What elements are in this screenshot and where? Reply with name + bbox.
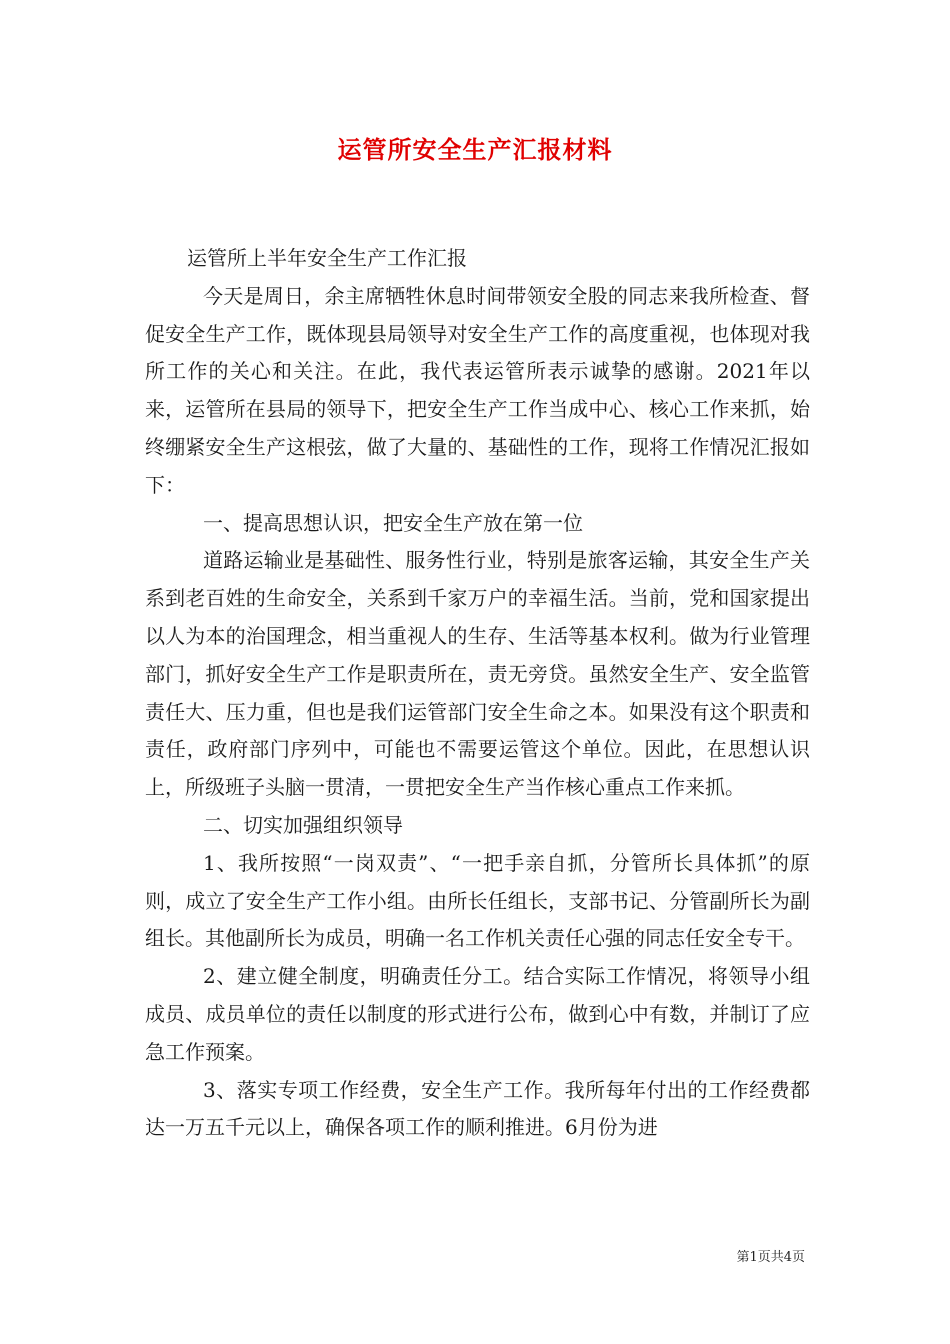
paragraph-2-2: 2、建立健全制度，明确责任分工。结合实际工作情况，将领导小组成员、成员单位的责任以制度的形式进行公布，做到心中有数，并制订了应急工作预案。 xyxy=(145,964,810,1064)
paragraph-intro: 今天是周日，余主席牺牲休息时间带领安全股的同志来我所检查、督促安全生产工作，既体现县局领导对安全生产工作的高度重视，也体现对我所工作的关心和关注。在此，我代表运管所表示诚挚的感谢。2021年以来，运管所在县局的领导下，把安全生产工作当成中心、核心工作来抓，始终绷紧安全生产这根弦，做了大量的、基础性的工作，现将工作情况汇报如下： xyxy=(145,283,810,497)
document-body xyxy=(145,240,810,1147)
paragraph-2-3: 3、落实专项工作经费，安全生产工作。我所每年付出的工作经费都达一万五千元以上，确保各项工作的顺利推进。6月份为进 xyxy=(145,1077,810,1140)
paragraph-1: 道路运输业是基础性、服务性行业，特别是旅客运输，其安全生产关系到老百姓的生命安全，关系到千家万户的幸福生活。当前，党和国家提出以人为本的治国理念，相当重视人的生存、生活等基本权利。做为行业管理部门，抓好安全生产工作是职责所在，责无旁贷。虽然安全生产、安全监管责任大、压力重，但也是我们运管部门安全生命之本。如果没有这个职责和责任，政府部门序列中，可能也不需要运管这个单位。因此，在思想认识上，所级班子头脑一贯清，一贯把安全生产当作核心重点工作来抓。 xyxy=(145,548,810,800)
section-heading: 运管所上半年安全生产工作汇报 xyxy=(187,246,467,270)
document-title: 运管所安全生产汇报材料 xyxy=(337,135,613,164)
paragraph-2-1: 1、我所按照“一岗双责”、“一把手亲自抓，分管所长具体抓”的原则，成立了安全生产工作小组。由所长任组长，支部书记、分管副所长为副组长。其他副所长为成员，明确一名工作机关责任心强的同志任安全专干。 xyxy=(145,850,810,951)
section-heading-2: 二、切实加强组织领导 xyxy=(203,812,403,837)
page-number: 第1页共4页 xyxy=(736,1250,805,1265)
section-heading-1: 一、提高思想认识，把安全生产放在第一位 xyxy=(203,510,583,535)
